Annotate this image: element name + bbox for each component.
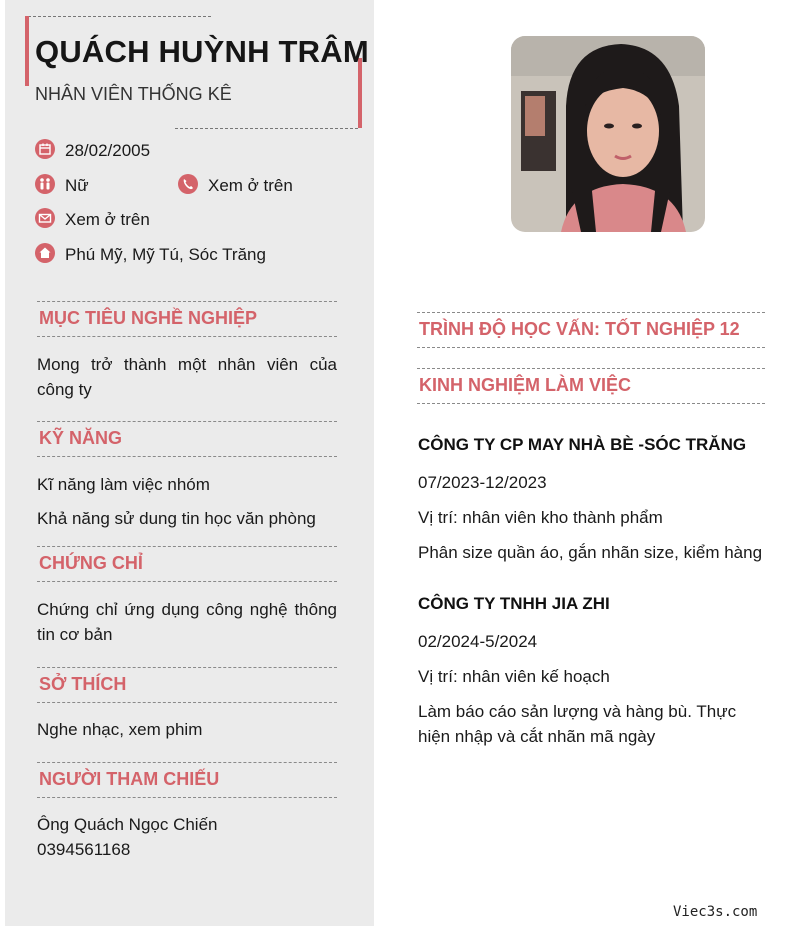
job-description: Làm báo cáo sản lượng và hàng bù. Thực hiện nhập và cắt nhãn mã ngày xyxy=(418,702,737,746)
profile-photo xyxy=(511,36,705,232)
gender: Nữ xyxy=(65,176,89,195)
company-name: CÔNG TY CP MAY NHÀ BÈ -SÓC TRĂNG xyxy=(418,435,747,454)
skill-item: Khả năng sử dung tin học văn phòng xyxy=(37,509,316,528)
divider xyxy=(28,16,211,17)
birthday: 28/02/2005 xyxy=(65,141,151,160)
experience-heading: KINH NGHIỆM LÀM VIỆC xyxy=(417,368,765,404)
certificates-heading: CHỨNG CHỈ xyxy=(37,546,337,582)
references-heading: NGƯỜI THAM CHIẾU xyxy=(37,762,337,798)
phone: Xem ở trên xyxy=(208,176,293,195)
objective-heading: MỤC TIÊU NGHỀ NGHIỆP xyxy=(37,301,337,337)
job-period: 07/2023-12/2023 xyxy=(418,473,547,492)
job-position: Vị trí: nhân viên kế hoạch xyxy=(418,667,610,686)
reference-phone: 0394561168 xyxy=(37,840,131,859)
skill-item: Kĩ năng làm việc nhóm xyxy=(37,475,210,494)
watermark: Viec3s.com xyxy=(673,904,758,920)
reference-name: Ông Quách Ngọc Chiến xyxy=(37,815,218,834)
accent-bar xyxy=(25,16,29,86)
job-position: Vị trí: nhân viên kho thành phẩm xyxy=(418,508,663,527)
calendar-icon xyxy=(35,139,55,159)
certificate-text: Chứng chỉ ứng dụng công nghệ thông tin cơ bản xyxy=(37,600,337,644)
gender-icon xyxy=(35,174,55,194)
job-period: 02/2024-5/2024 xyxy=(418,632,538,651)
skills-heading: KỸ NĂNG xyxy=(37,421,337,457)
full-name: QUÁCH HUỲNH TRÂM xyxy=(35,34,369,69)
job-title: NHÂN VIÊN THỐNG KÊ xyxy=(35,84,232,104)
email: Xem ở trên xyxy=(65,210,150,229)
company-name: CÔNG TY TNHH JIA ZHI xyxy=(418,594,610,613)
job-description: Phân size quần áo, gắn nhãn size, kiểm hàng xyxy=(418,543,763,562)
hobbies-heading: SỞ THÍCH xyxy=(37,667,337,703)
hobbies-text: Nghe nhạc, xem phim xyxy=(37,720,203,739)
address: Phú Mỹ, Mỹ Tú, Sóc Trăng xyxy=(65,245,266,264)
education-heading: TRÌNH ĐỘ HỌC VẤN: TỐT NGHIỆP 12 xyxy=(417,312,765,348)
name-block xyxy=(25,16,369,130)
divider xyxy=(175,128,358,129)
phone-icon xyxy=(178,174,198,194)
mail-icon xyxy=(35,208,55,228)
home-icon xyxy=(35,243,55,263)
objective-text: Mong trở thành một nhân viên của công ty xyxy=(37,355,337,399)
